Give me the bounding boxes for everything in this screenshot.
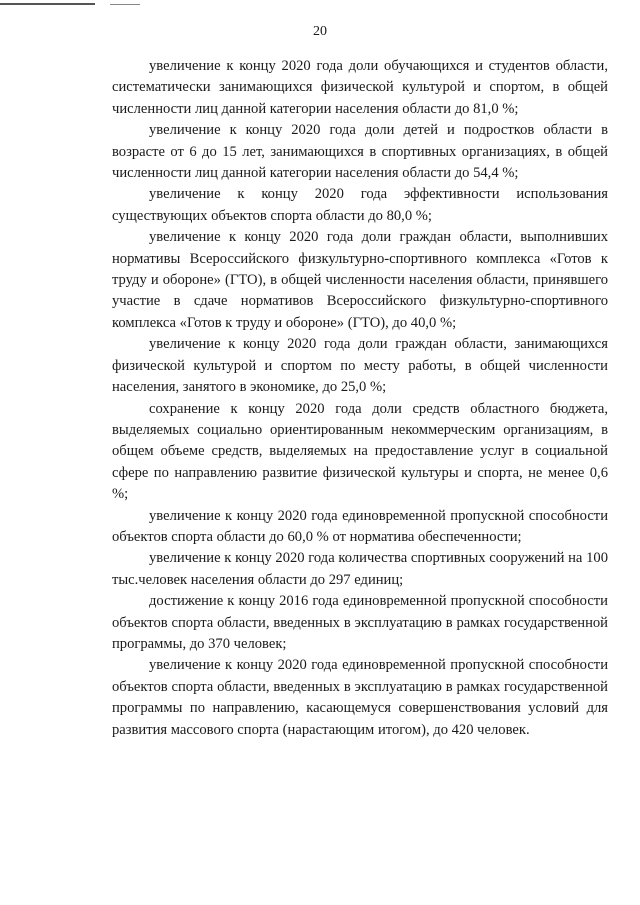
paragraph: увеличение к концу 2020 года доли граждан области, выполнивших нормативы Всероссийского физкультурно-спортивного комплекса «Готов к труду и обороне» (ГТО), в общей численности населения области, принявшего участие в сдаче нормативов Всероссийского физкультурно-спортивного комплекса «Готов к труду и обороне» (ГТО), до 40,0 %; [112,229,608,331]
paragraph: увеличение к концу 2020 года доли граждан области, занимающихся физической культурой и спортом по месту работы, в общей численности населения, занятого в экономике, до 25,0 %; [112,336,608,396]
paragraph: увеличение к концу 2020 года единовременной пропускной способности объектов спорта области до 60,0 % от норматива обеспеченности; [112,507,608,545]
paragraph: увеличение к концу 2020 года количества спортивных сооружений на 100 тыс.человек населения области до 297 единиц; [112,550,608,588]
document-body [112,56,608,741]
paragraph: увеличение к концу 2020 года доли обучающихся и студентов области, систематически занимающихся физической культурой и спортом, в общей численности лиц данной категории населения области до 81,0 %; [112,58,608,117]
paragraph: достижение к концу 2016 года единовременной пропускной способности объектов спорта области, введенных в эксплуатацию в рамках государственной программы, до 370 человек; [112,593,608,652]
scan-artifact-line [110,4,140,5]
page-number: 20 [313,24,327,39]
paragraph: увеличение к концу 2020 года эффективности использования существующих объектов спорта области до 80,0 %; [112,186,608,224]
paragraph: увеличение к концу 2020 года единовременной пропускной способности объектов спорта области, введенных в эксплуатацию в рамках государственной программы по направлению, касающемуся совершенствования условий для развития массового спорта (нарастающим итогом), до 420 человек. [112,657,608,738]
paragraph: увеличение к концу 2020 года доли детей и подростков области в возрасте от 6 до 15 лет, занимающихся в спортивных организациях, в общей численности лиц данной категории населения области до 54,4 %; [112,122,608,182]
scan-artifact-line [0,3,95,5]
paragraph: сохранение к концу 2020 года доли средств областного бюджета, выделяемых социально ориентированным некоммерческим организациям, в общем объеме средств, выделяемых на предоставление услуг в социальной сфере по направлению развитие физической культуры и спорта, не менее 0,6 %; [112,400,608,503]
